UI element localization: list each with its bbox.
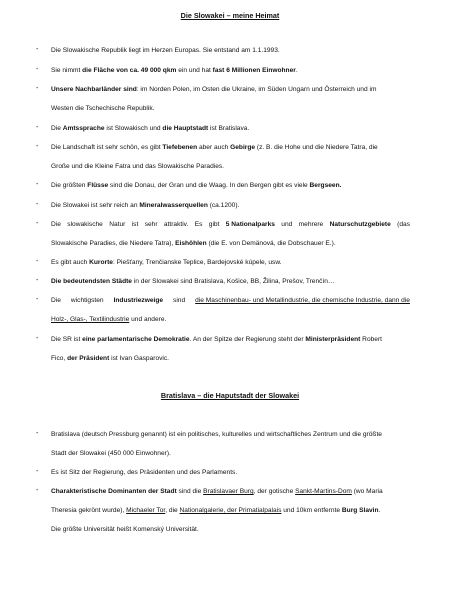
list-item-text: Die wichtigsten Industriezweige sind die Maschinenbau- und Metallindustrie, die chemische Industrie, dann die	[51, 297, 410, 304]
list-item-text: Es gibt auch Kurorte: Piešťany, Trenčianske Teplice, Bardejovské kúpele, usw.	[51, 259, 282, 266]
bullet-dash: -	[36, 220, 39, 227]
bullet-dash: -	[36, 258, 39, 265]
list-item-text: Die größten Flüsse sind die Donau, der Gran und die Waag. In den Bergen gibt es viele Bergseen.	[51, 182, 342, 189]
bullet-dash: -	[36, 46, 39, 53]
bullet-dash: -	[36, 201, 39, 208]
list-item-text: Sie nimmt die Fläche von ca. 49 000 qkm ein und hat fast 6 Millionen Einwohner.	[51, 67, 298, 74]
bullet-dash: -	[36, 181, 39, 188]
section-heading: Bratislava – die Haputstadt der Slowakei	[160, 391, 300, 400]
bullet-dash: -	[36, 143, 39, 150]
list-item-text: Charakteristische Dominanten der Stadt sind die Bratislavaer Burg, der gotische Sankt-Martins-Dom (wo Maria	[51, 488, 383, 495]
bullet-dash: -	[36, 124, 39, 131]
list-item-text: Die größte Universität heißt Komenský Universität.	[51, 526, 199, 533]
list-item-text: Bratislava (deutsch Pressburg genannt) ist ein politisches, kulturelles und wirtschaftliches Zentrum und die größte	[51, 431, 382, 438]
list-item-text: Theresia gekrönt wurde), Michaeler Tor, die Nationalgalerie, der Primatialpalais und 10km entfernte Burg Slavin.	[51, 507, 381, 514]
list-item-text: Es ist Sitz der Regierung, des Präsidenten und des Parlaments.	[51, 469, 238, 476]
bullet-dash: -	[36, 66, 39, 73]
bullet-dash: -	[36, 335, 39, 342]
page-title: Die Slowakei – meine Heimat	[180, 11, 280, 20]
list-item-text: Große und die Kleine Fatra und das Slowakische Paradies.	[51, 163, 224, 170]
list-item-text: Die Slowakische Republik liegt im Herzen Europas. Sie entstand am 1.1.1993.	[51, 47, 280, 54]
bullet-dash: -	[36, 85, 39, 92]
list-item-text: Die SR ist eine parlamentarische Demokratie. An der Spitze der Regierung steht der Ministerpräsident Robert	[51, 336, 382, 343]
list-item-text: Die bedeutendsten Städte in der Slowakei sind Bratislava, Košice, BB, Žilina, Prešov, Trenčín…	[51, 278, 335, 285]
list-item-text: Die Amtssprache ist Slowakisch und die Hauptstadt ist Bratislava.	[51, 125, 250, 132]
list-item-text: Westen die Tschechische Republik.	[51, 105, 155, 112]
list-item-text: Die Slowakei ist sehr reich an Mineralwasserquellen (ca.1200).	[51, 202, 240, 209]
list-item-text: Unsere Nachbarländer sind: im Norden Polen, im Osten die Ukraine, im Süden Ungarn und Österreich und im	[51, 86, 377, 93]
list-item-text: Slowakische Paradies, die Niedere Tatra), Eishöhlen (die E. von Demänová, die Dobschauer E.).	[51, 240, 336, 247]
bullet-dash: -	[36, 277, 39, 284]
list-item-text: Die Landschaft ist sehr schön, es gibt Tiefebenen aber auch Gebirge (z. B. die Hohe und die Niedere Tatra, die	[51, 144, 378, 151]
list-item-text: Die slowakische Natur ist sehr attraktiv. Es gibt 5 Nationalparks und mehrere Naturschutzgebiete (das	[51, 221, 410, 228]
bullet-dash: -	[36, 468, 39, 475]
list-item-text: Stadt der Slowakei (450 000 Einwohner).	[51, 450, 171, 457]
bullet-dash: -	[36, 487, 39, 494]
bullet-dash: -	[36, 430, 39, 437]
bullet-dash: -	[36, 296, 39, 303]
list-item-text: Fico, der Präsident ist Ivan Gasparovic.	[51, 355, 170, 362]
list-item-text: Holz-, Glas-, Textilindustrie und andere.	[51, 316, 167, 323]
